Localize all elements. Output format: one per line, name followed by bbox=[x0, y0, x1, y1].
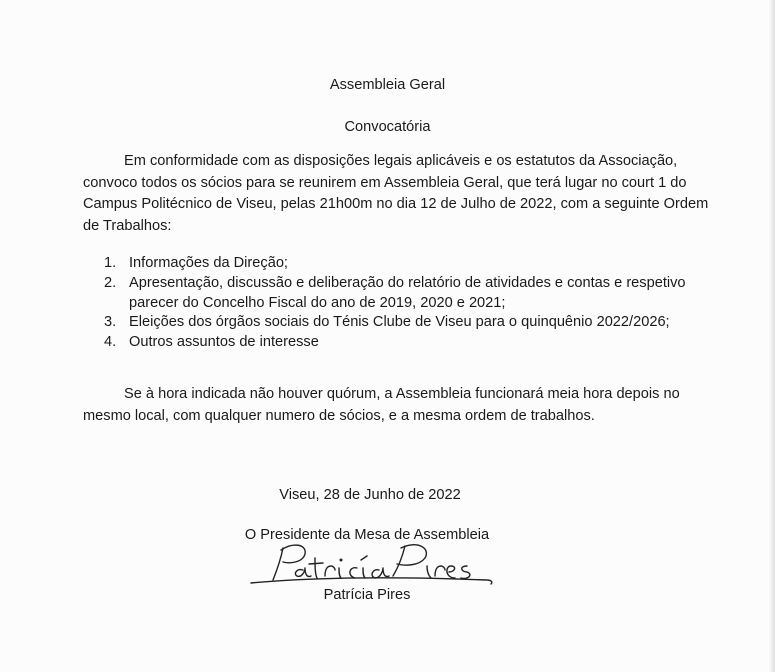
closing-paragraph bbox=[83, 384, 723, 427]
intro-paragraph bbox=[83, 151, 723, 237]
signatory-title: O Presidente da Mesa de Assembleia bbox=[244, 527, 490, 543]
agenda-item-text: Apresentação, discussão e deliberação do relatório de atividades e contas e respetivo parecer do Concelho Fiscal do ano de 2019, 2020 e 2021; bbox=[129, 274, 686, 311]
agenda-item-text: Outros assuntos de interesse bbox=[129, 334, 319, 351]
page-edge-shadow bbox=[769, 0, 775, 672]
intro-paragraph-text: Em conformidade com as disposições legais aplicáveis e os estatutos da Associação, convoco todos os sócios para se reunirem em Assembleia Geral, que terá lugar no court 1 do Campus Politécnico de Viseu, pelas 21h00m no dia 12 de Julho de 2022, com a seguinte Ordem de Trabalhos: bbox=[83, 153, 709, 234]
agenda-item bbox=[104, 313, 724, 333]
agenda-item-number: 1. bbox=[104, 255, 117, 271]
agenda-item bbox=[104, 333, 724, 353]
agenda-list bbox=[104, 254, 724, 353]
place-date: Viseu, 28 de Junho de 2022 bbox=[279, 487, 461, 503]
agenda-item bbox=[104, 274, 724, 314]
document-heading: Assembleia Geral bbox=[329, 77, 446, 93]
agenda-item bbox=[104, 254, 724, 274]
document-subheading: Convocatória bbox=[344, 119, 431, 135]
agenda-item-number: 2. bbox=[104, 274, 117, 291]
signatory-name: Patrícia Pires bbox=[323, 587, 411, 603]
agenda-item-number: 4. bbox=[104, 334, 117, 351]
agenda-item-text: Eleições dos órgãos sociais do Ténis Clube de Viseu para o quinquênio 2022/2026; bbox=[129, 314, 670, 331]
closing-paragraph-text: Se à hora indicada não houver quórum, a Assembleia funcionará meia hora depois no mesmo local, com qualquer numero de sócios, e a mesma ordem de trabalhos. bbox=[83, 386, 680, 424]
agenda-item-number: 3. bbox=[104, 314, 117, 331]
agenda-item-text: Informações da Direção; bbox=[129, 255, 288, 271]
